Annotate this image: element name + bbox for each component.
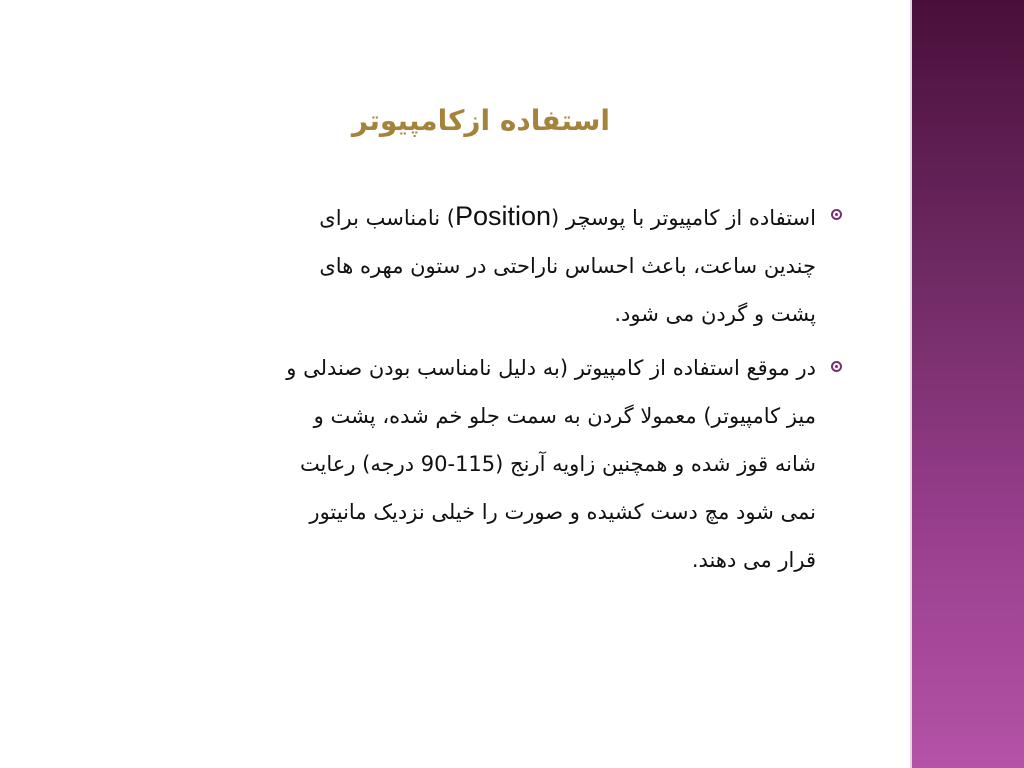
bullet-2-line-5: قرار می دهند. [691,548,816,572]
bullet-2-line-4: نمی شود مچ دست کشیده و صورت را خیلی نزدیک مانیتور [309,500,816,524]
slide-body [120,192,846,584]
bullet-item-2 [120,344,846,584]
bullet-1-text-b: ) نامناسب برای [319,206,455,230]
bullet-1-line-3: پشت و گردن می شود. [614,302,816,326]
bullet-1-line-1 [120,192,816,242]
circle-bullet-icon [831,361,842,372]
bullet-1-line-2: چندین ساعت، باعث احساس ناراحتی در ستون مهره های [319,254,816,278]
bullet-2-line-1: در موقع استفاده از کامپیوتر (به دلیل نامناسب بودن صندلی و [286,356,816,380]
bullet-2-line-2: میز کامپیوتر) معمولا گردن به سمت جلو خم شده، پشت و [313,404,816,428]
bullet-2-line-3: شانه قوز شده و همچنین زاویه آرنج (115-90 درجه) رعایت [299,452,816,476]
decorative-side-band [912,0,1024,768]
slide-title: استفاده ازکامپیوتر [351,104,610,137]
bullet-1-latin-term: Position [454,201,552,231]
circle-bullet-icon [831,209,842,220]
bullet-item-1 [120,192,846,338]
bullet-1-text-a: استفاده از کامپیوتر با پوسچر ( [551,206,816,230]
